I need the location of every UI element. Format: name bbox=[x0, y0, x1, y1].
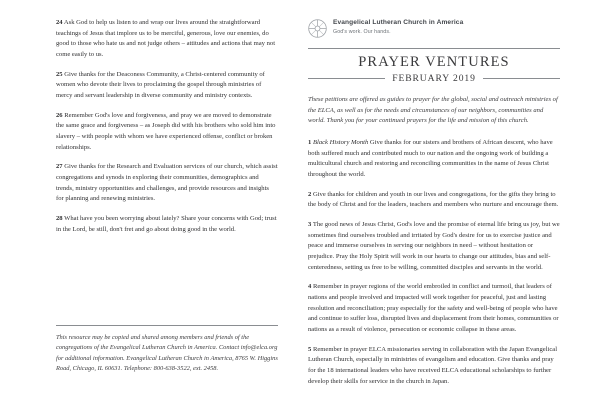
entry-text: Give thanks for our sisters and brothers of African descent, who have both suffered much and contributed much to our nation and the ongoing work of building a multicultural church and restoring and reconciling communities in the name of Jesus Christ throughout the world. bbox=[308, 138, 553, 178]
organization-tagline: God's work. Our hands. bbox=[333, 28, 391, 35]
entry-number: 4 bbox=[308, 283, 312, 291]
entry-number: 5 bbox=[308, 345, 312, 353]
masthead bbox=[308, 18, 560, 38]
entry-text: Remember in prayer regions of the world embroiled in conflict and turmoil, that leaders of nations and people involved and impacted will work together for peaceful, just and lasting resolution and reconciliation; pray especially for the safety and well-being of people who have and continue to suffer loss, disrupted lives and displacement from their homes, communities or nations as a result of violence, persecution or economic collapse in these areas. bbox=[308, 283, 559, 334]
entry-number: 25 bbox=[56, 70, 63, 78]
entry-number: 2 bbox=[308, 190, 312, 198]
entry-number: 28 bbox=[56, 215, 63, 223]
prayer-entry bbox=[308, 190, 560, 211]
prayer-entry bbox=[56, 70, 278, 102]
footer-block bbox=[56, 325, 278, 374]
subtitle-rule-left bbox=[308, 78, 385, 79]
footer-text: This resource may be copied and shared among members and friends of the congregations of the Evangelical Lutheran Church in America. Contact info@elca.org for additional information. Evangelical Lutheran Church in America, 8765 W. Higgins Road, Chicago, IL 60631. Telephone: 800-638-3522, ext. 2458. bbox=[56, 334, 278, 372]
entry-number: 27 bbox=[56, 163, 63, 171]
entry-number: 24 bbox=[56, 19, 63, 26]
prayer-entry bbox=[308, 345, 560, 388]
organization-name: Evangelical Lutheran Church in America bbox=[333, 19, 464, 26]
entry-text: Give thanks for the Research and Evaluation services of our church, which assist congregations and synods in exploring their communities, demographics and trends, ministry opportunities and challenges, and provide resources and insights for planning and renewing ministries. bbox=[56, 163, 278, 203]
entry-text: What have you been worrying about lately? Share your concerns with God; trust in the Lord, be still, don't fret and go about doing good in the world. bbox=[56, 215, 277, 233]
subtitle-row bbox=[308, 73, 560, 84]
entry-text: Ask God to help us listen to and wrap our lives around the straightforward teachings of Jesus that implore us to be merciful, generous, love our enemies, do good to those who hate us and not judge others – attitudes and actions that may not come easily to us. bbox=[56, 19, 276, 59]
intro-paragraph: These petitions are offered as guides to prayer for the global, social and outreach ministries of the ELCA, as well as for the needs and circumstances of our neighbors, communities and world. Thank you for your continued prayers for the life and mission of this church. bbox=[308, 95, 558, 125]
entry-text: Give thanks for the Deaconess Community, a Christ-centered community of women who devote their lives to proclaiming the gospel through ministries of mercy and servant leadership in diverse community and ministry contexts. bbox=[56, 70, 265, 100]
entry-text: Remember God's love and forgiveness, and pray we are moved to demonstrate the same grace and forgiveness – as Joseph did with his brothers who sold him into slavery – with people with whom we have experienced offense, conflict or broken relationships. bbox=[56, 111, 276, 151]
elca-celtic-cross-icon bbox=[308, 19, 327, 38]
footer-divider bbox=[56, 325, 278, 326]
page-subtitle: FEBRUARY 2019 bbox=[392, 72, 476, 84]
entry-text: The good news of Jesus Christ, God's love and the promise of eternal life bring us joy, but we sometimes find ourselves troubled and irritated by God's desire for us to exercise justice and peace and immerse ourselves in serving our neighbors in need – without hesitation or prejudice. Pray the Holy Spirit will work in our hearts to change our attitudes, bias and self-centeredness, setting us free to be willing, committed disciples and servants in the world. bbox=[308, 220, 560, 271]
title-top-divider bbox=[308, 48, 560, 49]
prayer-entry bbox=[308, 138, 560, 181]
page-title: PRAYER VENTURES bbox=[358, 54, 510, 70]
prayer-entry bbox=[308, 282, 560, 335]
prayer-entry bbox=[308, 220, 560, 273]
prayer-entry bbox=[56, 214, 278, 235]
entry-lead-in: Black History Month bbox=[312, 138, 369, 146]
masthead-text bbox=[333, 18, 463, 36]
subtitle-rule-right bbox=[483, 78, 560, 79]
prayer-entry bbox=[56, 18, 278, 61]
prayer-entry bbox=[56, 111, 278, 154]
entry-number: 26 bbox=[56, 111, 63, 119]
right-column bbox=[300, 0, 600, 400]
entry-text: Give thanks for children and youth in our lives and congregations, for the gifts they bring to the body of Christ and for the leaders, teachers and members who nurture and encourage them. bbox=[308, 190, 559, 209]
entry-number: 1 bbox=[308, 138, 312, 146]
prayer-entry bbox=[56, 162, 278, 205]
entry-text: Remember in prayer ELCA missionaries serving in collaboration with the Japan Evangelical Lutheran Church, especially in ministries of evangelism and education. Give thanks and pray for the 18 international leaders who have received ELCA educational scholarships to further develop their skills for service in the church in Japan. bbox=[308, 345, 558, 385]
entry-number: 3 bbox=[308, 220, 312, 228]
